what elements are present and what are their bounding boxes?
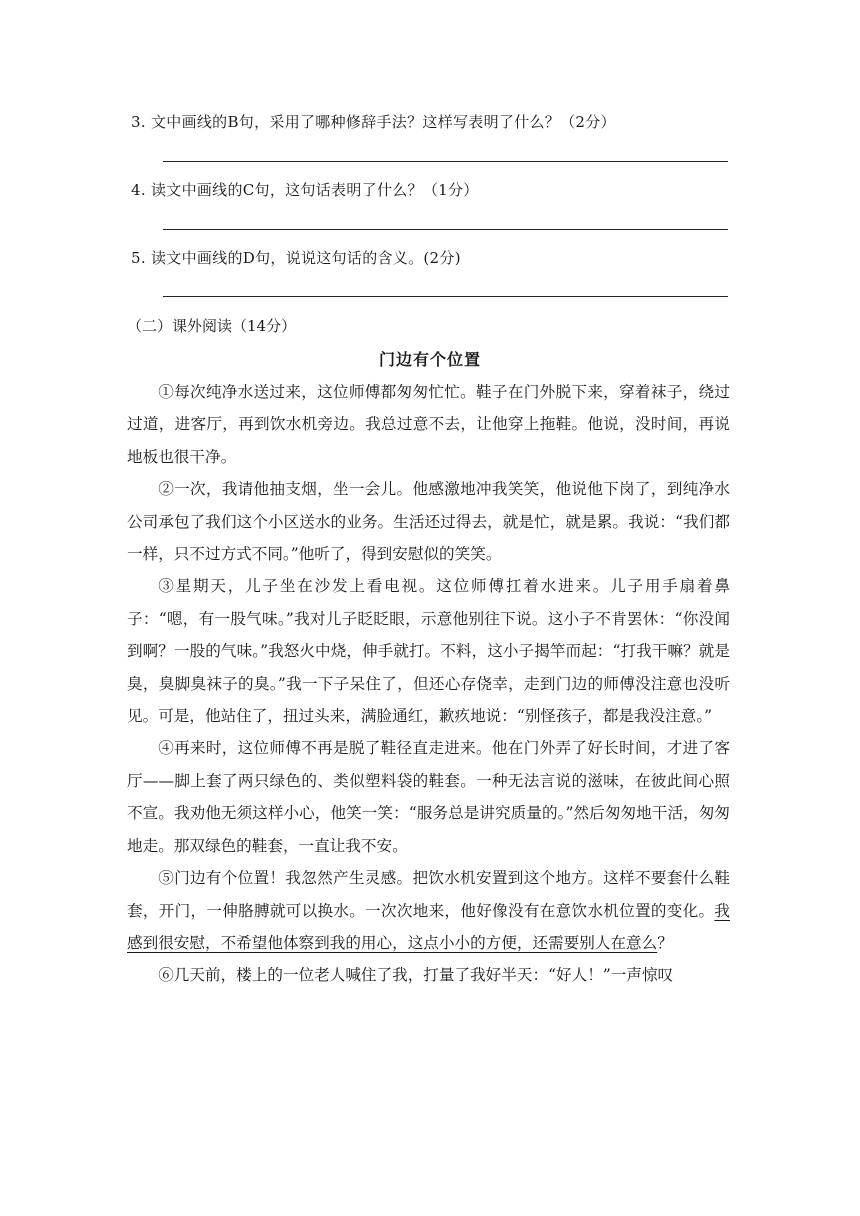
passage-title: 门边有个位置 xyxy=(378,350,481,369)
paragraph-4: ④再来时，这位师傅不再是脱了鞋径直走进来。他在门外弄了好长时间，才进了客厅——脚上套了两只绿色的、类似塑料袋的鞋套。一种无法言说的滋味，在彼此间心照不宣。我劝他无须这样小心，他笑一笑：“服务总是讲究质量的。”然后匆匆地干活，匆匆地走。那双绿色的鞋套，一直让我不安。 xyxy=(127,739,730,855)
question-5: 5. 读文中画线的D句，说说这句话的含义。(2分) xyxy=(131,249,461,267)
underlined-sentence-d: 我感到很安慰，不希望他体察到我的用心，这点小小的方便，还需要别人在意么 xyxy=(127,901,730,952)
answer-line-5[interactable] xyxy=(163,296,728,297)
answer-line-4[interactable] xyxy=(163,229,728,230)
paragraph-5-end: ？ xyxy=(657,933,673,952)
question-3: 3. 文中画线的B句，采用了哪种修辞手法？这样写表明了什么？（2分） xyxy=(131,113,616,131)
paragraph-3: ③星期天，儿子坐在沙发上看电视。这位师傅扛着水进来。儿子用手扇着鼻子：“嗯，有一股气味。”我对儿子眨眨眼，示意他别往下说。这小子不肯罢休：“你没闻到啊？一股的气味。”我怒火中烧，伸手就打。不料，这小子揭竿而起：“打我干嘛？就是臭，臭脚臭袜子的臭。”我一下子呆住了，但还心存侥幸，走到门边的师傅没注意也没听见。可是，他站住了，扭过头来，满脸通红，歉疚地说：“别怪孩子，都是我没注意。” xyxy=(127,577,730,726)
paragraph-5 xyxy=(127,862,730,959)
paragraph-6: ⑥几天前，楼上的一位老人喊住了我，打量了我好半天：“好人！”一声惊叹 xyxy=(158,966,674,985)
paragraph-5-text: ⑤门边有个位置！我忽然产生灵感。把饮水机安置到这个地方。这样不要套什么鞋套，开门，一伸胳膊就可以换水。一次次地来，他好像没有在意饮水机位置的变化。 xyxy=(127,869,730,920)
paragraph-2: ②一次，我请他抽支烟，坐一会儿。他感激地冲我笑笑，他说他下岗了，到纯净水公司承包了我们这个小区送水的业务。生活还过得去，就是忙，就是累。我说：“我们都一样，只不过方式不同。”他听了，得到安慰似的笑笑。 xyxy=(127,480,730,564)
answer-line-3[interactable] xyxy=(163,161,728,162)
question-4: 4. 读文中画线的C句，这句话表明了什么？（1分） xyxy=(131,181,479,199)
section-heading: （二）课外阅读（14分） xyxy=(127,317,297,335)
passage-body xyxy=(127,376,730,992)
paragraph-1: ①每次纯净水送过来，这位师傅都匆匆忙忙。鞋子在门外脱下来，穿着袜子，绕过过道，进客厅，再到饮水机旁边。我总过意不去，让他穿上拖鞋。他说，没时间，再说地板也很干净。 xyxy=(127,383,730,466)
